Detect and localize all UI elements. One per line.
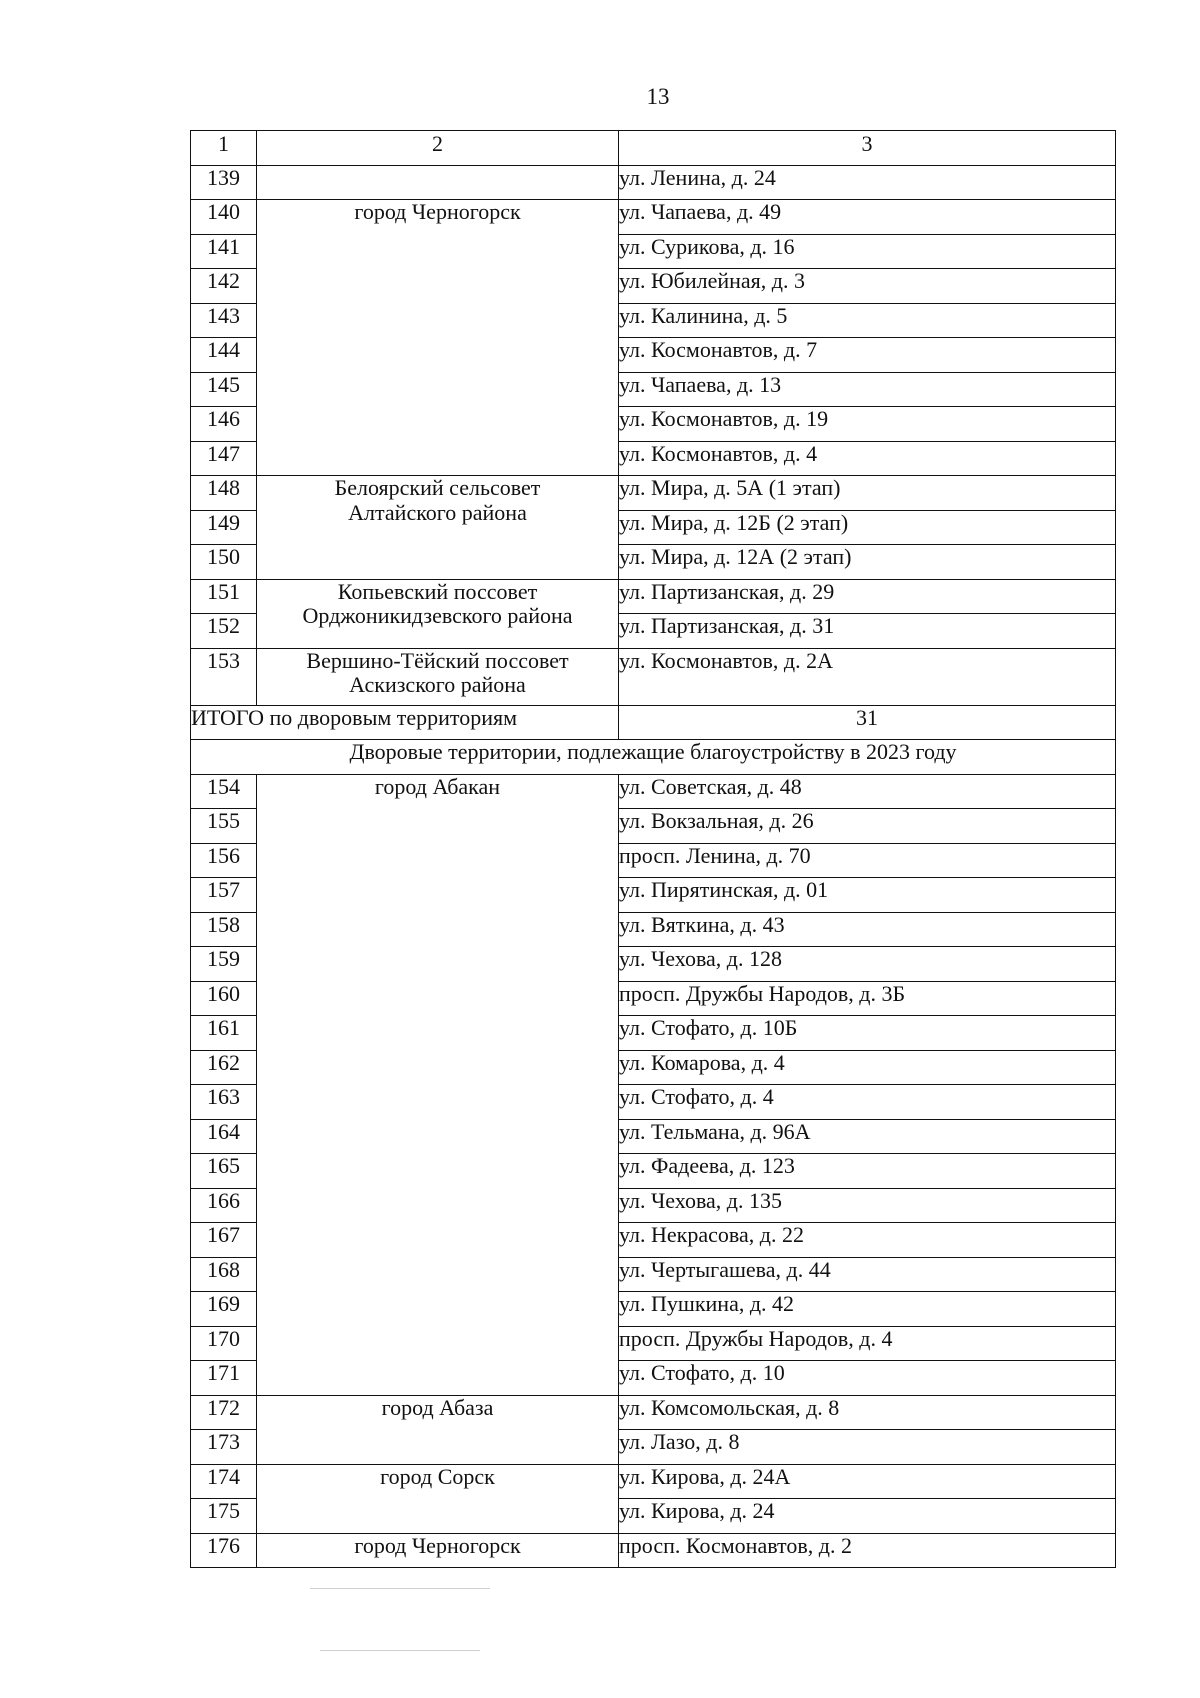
row-number: 149 xyxy=(191,510,257,545)
address-cell: ул. Партизанская, д. 29 xyxy=(619,579,1116,614)
municipality-cell xyxy=(257,579,619,648)
row-number: 148 xyxy=(191,476,257,511)
row-number: 169 xyxy=(191,1292,257,1327)
table-row xyxy=(191,1464,1116,1499)
municipality-line: Аскизского района xyxy=(349,672,526,698)
address-cell: ул. Фадеева, д. 123 xyxy=(619,1154,1116,1189)
address-cell: ул. Тельмана, д. 96А xyxy=(619,1119,1116,1154)
table-row xyxy=(191,648,1116,705)
municipality-line: Вершино-Тёйский поссовет xyxy=(306,647,569,673)
address-cell: ул. Чертыгашева, д. 44 xyxy=(619,1257,1116,1292)
address-cell: ул. Юбилейная, д. 3 xyxy=(619,269,1116,304)
address-cell: ул. Космонавтов, д. 19 xyxy=(619,407,1116,442)
column-header: 3 xyxy=(619,131,1116,166)
row-number: 152 xyxy=(191,614,257,649)
row-number: 161 xyxy=(191,1016,257,1051)
total-row xyxy=(191,705,1116,740)
address-cell: ул. Космонавтов, д. 4 xyxy=(619,441,1116,476)
address-cell: ул. Вяткина, д. 43 xyxy=(619,912,1116,947)
table-row xyxy=(191,1395,1116,1430)
row-number: 158 xyxy=(191,912,257,947)
address-cell: ул. Некрасова, д. 22 xyxy=(619,1223,1116,1258)
address-cell: просп. Дружбы Народов, д. 3Б xyxy=(619,981,1116,1016)
municipality-cell: город Черногорск xyxy=(257,1533,619,1568)
address-cell: ул. Пирятинская, д. 01 xyxy=(619,878,1116,913)
row-number: 174 xyxy=(191,1464,257,1499)
row-number: 147 xyxy=(191,441,257,476)
row-number: 166 xyxy=(191,1188,257,1223)
address-cell: ул. Партизанская, д. 31 xyxy=(619,614,1116,649)
municipality-line: Орджоникидзевского района xyxy=(302,603,573,629)
address-cell: ул. Мира, д. 12А (2 этап) xyxy=(619,545,1116,580)
municipality-cell xyxy=(257,476,619,580)
address-cell: ул. Комсомольская, д. 8 xyxy=(619,1395,1116,1430)
row-number: 163 xyxy=(191,1085,257,1120)
address-cell: просп. Ленина, д. 70 xyxy=(619,843,1116,878)
address-cell: ул. Вокзальная, д. 26 xyxy=(619,809,1116,844)
address-cell: ул. Стофато, д. 4 xyxy=(619,1085,1116,1120)
row-number: 143 xyxy=(191,303,257,338)
row-number: 140 xyxy=(191,200,257,235)
row-number: 151 xyxy=(191,579,257,614)
row-number: 144 xyxy=(191,338,257,373)
row-number: 150 xyxy=(191,545,257,580)
row-number: 142 xyxy=(191,269,257,304)
row-number: 160 xyxy=(191,981,257,1016)
section-title: Дворовые территории, подлежащие благоустройству в 2023 году xyxy=(191,740,1116,775)
total-label: ИТОГО по дворовым территориям xyxy=(191,705,619,740)
row-number: 141 xyxy=(191,234,257,269)
row-number: 155 xyxy=(191,809,257,844)
table-row xyxy=(191,579,1116,614)
table-row xyxy=(191,165,1116,200)
address-cell: просп. Космонавтов, д. 2 xyxy=(619,1533,1116,1568)
address-cell: ул. Лазо, д. 8 xyxy=(619,1430,1116,1465)
row-number: 176 xyxy=(191,1533,257,1568)
row-number: 154 xyxy=(191,774,257,809)
row-number: 156 xyxy=(191,843,257,878)
scan-artifact xyxy=(310,1588,490,1589)
municipality-cell-empty xyxy=(257,165,619,200)
address-cell: ул. Советская, д. 48 xyxy=(619,774,1116,809)
row-number: 146 xyxy=(191,407,257,442)
row-number: 167 xyxy=(191,1223,257,1258)
row-number: 168 xyxy=(191,1257,257,1292)
address-cell: ул. Стофато, д. 10Б xyxy=(619,1016,1116,1051)
address-cell: ул. Сурикова, д. 16 xyxy=(619,234,1116,269)
page-number: 13 xyxy=(646,84,670,109)
address-cell: ул. Комарова, д. 4 xyxy=(619,1050,1116,1085)
municipality-cell: город Сорск xyxy=(257,1464,619,1533)
row-number: 175 xyxy=(191,1499,257,1534)
column-header: 2 xyxy=(257,131,619,166)
address-cell: ул. Чехова, д. 128 xyxy=(619,947,1116,982)
row-number: 173 xyxy=(191,1430,257,1465)
row-number: 139 xyxy=(191,165,257,200)
municipality-line: Алтайского района xyxy=(348,499,527,525)
address-cell: ул. Пушкина, д. 42 xyxy=(619,1292,1116,1327)
row-number: 159 xyxy=(191,947,257,982)
address-cell: ул. Кирова, д. 24А xyxy=(619,1464,1116,1499)
row-number: 172 xyxy=(191,1395,257,1430)
address-cell: ул. Ленина, д. 24 xyxy=(619,165,1116,200)
row-number: 162 xyxy=(191,1050,257,1085)
territory-table xyxy=(190,130,1116,1568)
section-row xyxy=(191,740,1116,775)
table-row xyxy=(191,200,1116,235)
address-cell: ул. Чапаева, д. 13 xyxy=(619,372,1116,407)
municipality-cell xyxy=(257,648,619,705)
table-row xyxy=(191,774,1116,809)
total-value: 31 xyxy=(619,705,1116,740)
municipality-cell: город Абаза xyxy=(257,1395,619,1464)
row-number: 164 xyxy=(191,1119,257,1154)
municipality-cell: город Черногорск xyxy=(257,200,619,476)
table-header-row xyxy=(191,131,1116,166)
row-number: 165 xyxy=(191,1154,257,1189)
row-number: 145 xyxy=(191,372,257,407)
address-cell: ул. Кирова, д. 24 xyxy=(619,1499,1116,1534)
table-row xyxy=(191,476,1116,511)
row-number: 153 xyxy=(191,648,257,705)
row-number: 171 xyxy=(191,1361,257,1396)
municipality-cell: город Абакан xyxy=(257,774,619,1395)
row-number: 170 xyxy=(191,1326,257,1361)
scan-artifact xyxy=(320,1650,480,1651)
address-cell: ул. Стофато, д. 10 xyxy=(619,1361,1116,1396)
row-number: 157 xyxy=(191,878,257,913)
address-cell: просп. Дружбы Народов, д. 4 xyxy=(619,1326,1116,1361)
address-cell: ул. Космонавтов, д. 7 xyxy=(619,338,1116,373)
address-cell: ул. Калинина, д. 5 xyxy=(619,303,1116,338)
address-cell: ул. Космонавтов, д. 2А xyxy=(619,648,1116,705)
address-cell: ул. Мира, д. 5А (1 этап) xyxy=(619,476,1116,511)
address-cell: ул. Мира, д. 12Б (2 этап) xyxy=(619,510,1116,545)
municipality-line: Копьевский поссовет xyxy=(337,578,538,604)
column-header: 1 xyxy=(191,131,257,166)
address-cell: ул. Чапаева, д. 49 xyxy=(619,200,1116,235)
municipality-line: Белоярский сельсовет xyxy=(334,475,541,500)
address-cell: ул. Чехова, д. 135 xyxy=(619,1188,1116,1223)
table-row xyxy=(191,1533,1116,1568)
